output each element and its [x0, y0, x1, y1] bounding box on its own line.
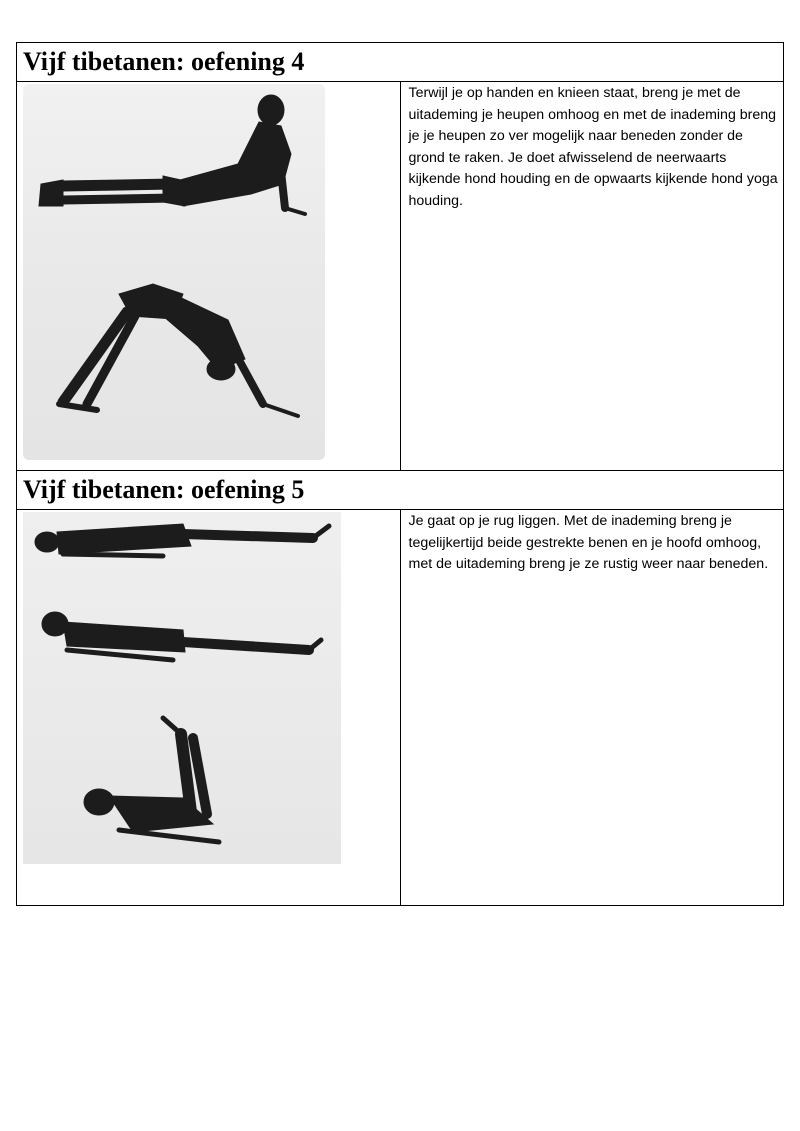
exercise-5-description: Je gaat op je rug liggen. Met de inademing breng je tegelijkertijd beide gestrekte benen en je hoofd omhoog, met de uitademing breng je ze rustig weer naar beneden. [408, 513, 769, 573]
exercise-4-image-cell [17, 82, 401, 471]
exercise-5-text-cell [400, 510, 784, 906]
exercise-4-title-row [17, 43, 784, 82]
exercise-4-text-cell [400, 82, 784, 471]
exercise-table [16, 42, 784, 906]
exercise-4-title-cell [17, 43, 784, 82]
exercise-5-content-row [17, 510, 784, 906]
exercise-5-photo [23, 512, 341, 864]
exercise-4-content-row [17, 82, 784, 471]
exercise-5-title-row [17, 471, 784, 510]
exercise-5-title-cell [17, 471, 784, 510]
exercise-4-title: Vijf tibetanen: oefening 4 [23, 47, 305, 76]
exercise-5-title: Vijf tibetanen: oefening 5 [23, 475, 305, 504]
exercise-4-photo [23, 84, 325, 460]
exercise-5-image-cell [17, 510, 401, 906]
exercise-4-description: Terwijl je op handen en knieen staat, breng je met de uitademing je heupen omhoog en met de inademing breng je je heupen zo ver mogelijk naar beneden zonder de grond te raken. Je doet afwisselend de neerwaarts kijkende hond houding en de opwaarts kijkende hond yoga houding. [408, 85, 778, 209]
